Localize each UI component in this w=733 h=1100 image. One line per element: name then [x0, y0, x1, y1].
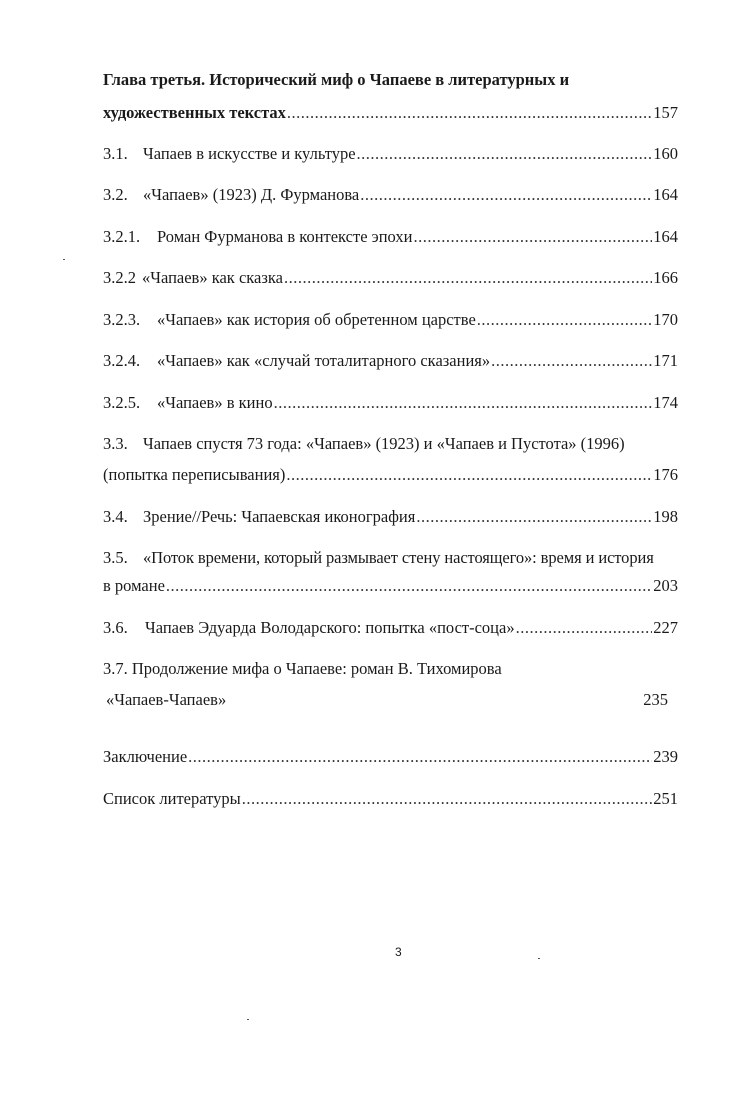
toc-entry-3-2-5	[103, 393, 678, 413]
entry-title: Заключение	[103, 747, 188, 766]
page-number: 227	[653, 618, 678, 637]
toc-entry-bibliography	[103, 789, 678, 809]
entry-title: «Чапаев» как история об обретенном царстве	[157, 310, 476, 329]
entry-title: «Чапаев» как «случай тоталитарного сказания»	[157, 351, 491, 370]
scan-speck	[63, 259, 65, 260]
dot-leader	[166, 576, 652, 596]
entry-number: 3.1.	[103, 144, 128, 163]
toc-entry-3-3-line1	[103, 434, 625, 454]
entry-number: 3.2.1.	[103, 227, 141, 246]
page-number: 164	[653, 227, 678, 246]
dot-leader	[287, 103, 652, 123]
entry-title: «Чапаев» как сказка	[142, 268, 283, 287]
page-number: 198	[653, 507, 678, 526]
entry-title-continued: «Чапаев-Чапаев»	[106, 690, 227, 709]
entry-number: 3.3.	[103, 434, 128, 453]
toc-entry-conclusion	[103, 747, 678, 767]
entry-number: 3.6.	[103, 618, 128, 637]
dot-leader	[413, 227, 652, 247]
entry-title: Чапаев Эдуарда Володарского: попытка «пост-соца»	[145, 618, 515, 637]
page-number: 239	[653, 747, 678, 766]
page-number: 166	[653, 268, 678, 287]
scan-speck	[247, 1019, 249, 1020]
dot-leader	[274, 393, 653, 413]
page-number: 176	[653, 465, 678, 484]
page-number: 235	[643, 690, 668, 709]
entry-title: Роман Фурманова в контексте эпохи	[157, 227, 413, 246]
toc-entry-3-7-line2	[106, 690, 668, 710]
entry-number: 3.2.2	[103, 268, 136, 287]
entry-number: 3.5.	[103, 548, 128, 567]
entry-title: Зрение//Речь: Чапаевская иконография	[143, 507, 416, 526]
page-number: 174	[653, 393, 678, 412]
dot-leader	[242, 789, 653, 809]
entry-number: 3.4.	[103, 507, 128, 526]
dot-leader	[284, 268, 652, 288]
toc-entry-3-5-line2	[103, 576, 678, 596]
toc-entry-3-2	[103, 185, 678, 205]
entry-title-continued: (попытка переписывания)	[103, 465, 286, 484]
toc-entry-3-5-line1	[103, 548, 654, 568]
dot-leader	[188, 747, 652, 767]
dot-leader	[357, 144, 653, 164]
entry-title: Список литературы	[103, 789, 241, 808]
entry-title: «Поток времени, который размывает стену настоящего»: время и история	[143, 548, 654, 567]
chapter-title: художественных текстах	[103, 103, 286, 122]
toc-entry-3-3-line2	[103, 465, 678, 485]
toc-entry-3-2-2	[103, 268, 678, 288]
dot-leader	[491, 351, 652, 371]
entry-title-continued: в романе	[103, 576, 165, 595]
toc-entry-3-7-line1	[103, 659, 502, 679]
entry-number: 3.2.4.	[103, 351, 141, 370]
entry-number: 3.2.5.	[103, 393, 141, 412]
page-number: 171	[653, 351, 678, 370]
page-number: 160	[653, 144, 678, 163]
entry-title: Чапаев в искусстве и культуре	[143, 144, 356, 163]
page-number: 164	[653, 185, 678, 204]
dot-leader	[516, 618, 653, 638]
page-number: 157	[653, 103, 678, 122]
toc-entry-3-4	[103, 507, 678, 527]
chapter-heading-line1: Глава третья. Исторический миф о Чапаеве в литературных и	[103, 70, 570, 89]
entry-title: Чапаев спустя 73 года: «Чапаев» (1923) и «Чапаев и Пустота» (1996)	[143, 434, 625, 453]
dot-leader	[477, 310, 652, 330]
chapter-heading-line2	[103, 103, 678, 123]
toc-entry-3-1	[103, 144, 678, 164]
toc-entry-3-2-4	[103, 351, 678, 371]
folio-page-number: 3	[395, 945, 402, 959]
entry-title: «Чапаев» в кино	[157, 393, 273, 412]
toc-entry-3-2-1	[103, 227, 678, 247]
page-number: 170	[653, 310, 678, 329]
entry-number: 3.2.	[103, 185, 128, 204]
page-number: 251	[653, 789, 678, 808]
entry-number: 3.7.	[103, 659, 128, 678]
dot-leader	[286, 465, 652, 485]
page-number: 203	[653, 576, 678, 595]
entry-title: «Чапаев» (1923) Д. Фурманова	[143, 185, 360, 204]
toc-entry-3-2-3	[103, 310, 678, 330]
dot-leader	[360, 185, 652, 205]
entry-title: Продолжение мифа о Чапаеве: роман В. Тихомирова	[131, 659, 502, 678]
scan-speck	[538, 958, 540, 959]
entry-number: 3.2.3.	[103, 310, 141, 329]
dot-leader	[416, 507, 652, 527]
toc-entry-3-6	[103, 618, 678, 638]
